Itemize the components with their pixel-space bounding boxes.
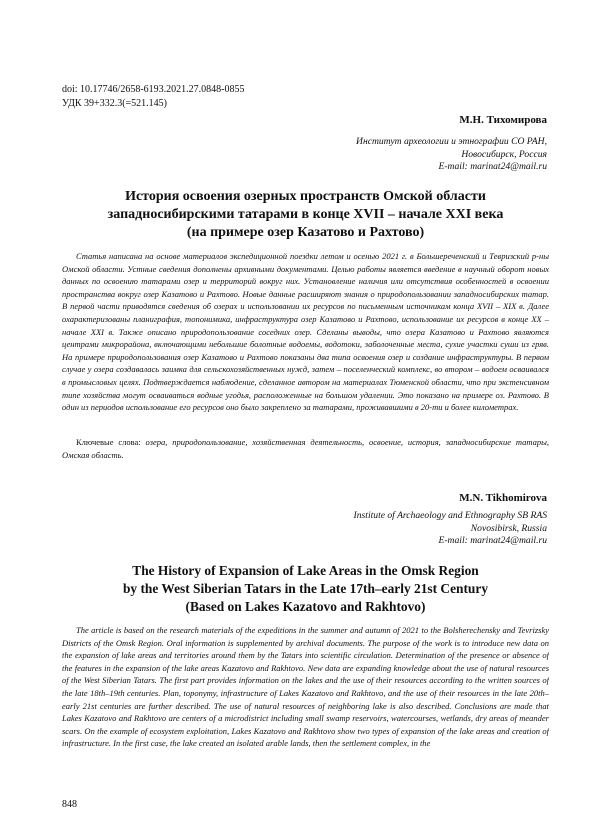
affiliation-en-city: Novosibirsk, Russia [470,522,547,534]
title-en [62,562,549,616]
abstract-ru: Статья написана на основе материалов экспедиционной поездки летом и осенью 2021 г. в Большереченский и Тевризский р-ны Омской области. Устные сведения дополнены архивными документами. Целью работы является введение в научный оборот новых данных по освоению татарами озер и территорий вокруг них. Установление наличия или отсутствия особенностей в освоении пространства вокруг озер Казатово и Рахтово. Новые данные расширяют знания о природопользовании западносибирских татар. В первой части приводятся сведения об озерах и использовании их ресурсов по письменным источникам конца XVII – XIX в. Далее охарактеризованы планиграфия, топонимика, инфраструктура озер Казатово и Рахтово, использование их ресурсов в конце XX – начале XXI в. Также описано природопользование соседних озер. Сделаны выводы, что озера Казатово и Рахтово являются центрами микрорайона, включающими небольшие болотные водоемы, водотоки, заболоченные места, сухие участки суши из гряв. На примере природопользования озер Казатово и Рахтово показаны два типа освоения озер и создание инфраструктуры. В первом случае у озера создавалась заимка для сельскохозяйственных нужд, затем – поселенческий комплекс, во втором – водоем осваивался в промысловых целях. Подтверждается наблюдение, сделанное автором на материалах Тюменской области, что при экстенсивном типе хозяйства могут осваиваться водные угодья, расположенные на большом удалении. Это показано на примере оз. Рахтово. В один из периодов использование его ресурсов оно было закреплено за татарами, проживавшими в 20-ти и более километрах. [62,251,549,413]
affiliation-en [354,510,547,548]
title-en-line-3: (Based on Lakes Kazatovo and Rakhtovo) [185,599,426,614]
affiliation-ru [356,136,547,174]
author-en: M.N. Tikhomirova [459,492,547,504]
doi: doi: 10.17746/2658-6193.2021.27.0848-0855 [62,84,245,95]
title-ru-line-1: История освоения озерных пространств Омской области [125,189,486,204]
title-en-line-2: by the West Siberian Tatars in the Late 17th–early 21st Century [122,581,489,596]
page-number: 848 [62,799,77,810]
title-en-line-1: The History of Expansion of Lake Areas in the Omsk Region [132,563,479,578]
abstract-en: The article is based on the research materials of the expeditions in the summer and autumn of 2021 to the Bolsherechensky and Tevrizsky Districts of the Omsk Region. Oral information is supplemented by archival documents. The purpose of the work is to introduce new data on the expansion of lake areas and territories around them by the Tatars into scientific circulation. Determination of the presence or absence of the features in the expansion of the lake areas Kazatovo and Rakhtovo. New data are expanding knowledge about the use of natural resources of the West Siberian Tatars. The first part provides information on the lakes and the use of their resources according to the written sources of the late 18th–19th centuries. Plan, toponymy, infrastructure of Lakes Kazatovo and Rakhtovo, and the use of their resources in the late 20th–early 21st centuries are further described. The use of natural resources of neighboring lake is also described. Conclusions are made that Lakes Kazatovo and Rakhtovo are centers of a microdistrict including small swamp reservoirs, watercourses, wetlands, dry areas of meander scars. On the example of ecosystem exploitation, Lakes Kazatovo and Rakhtovo show two types of expansion of the lake areas and creation of infrastructure. In the first case, the lake created an isolated arable lands, then the settlement complex, in the [62,625,549,749]
keywords-label: Ключевые слова: [76,437,141,447]
author-ru: М.Н. Тихомирова [459,114,547,126]
affiliation-ru-institute: Институт археологии и этнографии СО РАН, [356,136,547,147]
keywords-ru [62,436,549,461]
affiliation-ru-city: Новосибирск, Россия [461,148,547,160]
udk: УДК 39+332.3(=521.145) [62,98,167,109]
affiliation-en-email: E-mail: marinat24@mail.ru [438,535,547,546]
affiliation-en-institute: Institute of Archaeology and Ethnography SB RAS [353,510,547,521]
keywords-values: озера, природопользование, хозяйственная деятельность, освоение, история, западносибирские татары, Омская область. [62,437,550,460]
title-ru-line-2: западносибирскими татарами в конце XVII – начале XXI века [107,207,504,222]
title-ru-line-3: (на примере озер Казатово и Рахтово) [186,225,425,240]
title-ru [62,188,549,242]
affiliation-ru-email: E-mail: marinat24@mail.ru [438,161,547,172]
